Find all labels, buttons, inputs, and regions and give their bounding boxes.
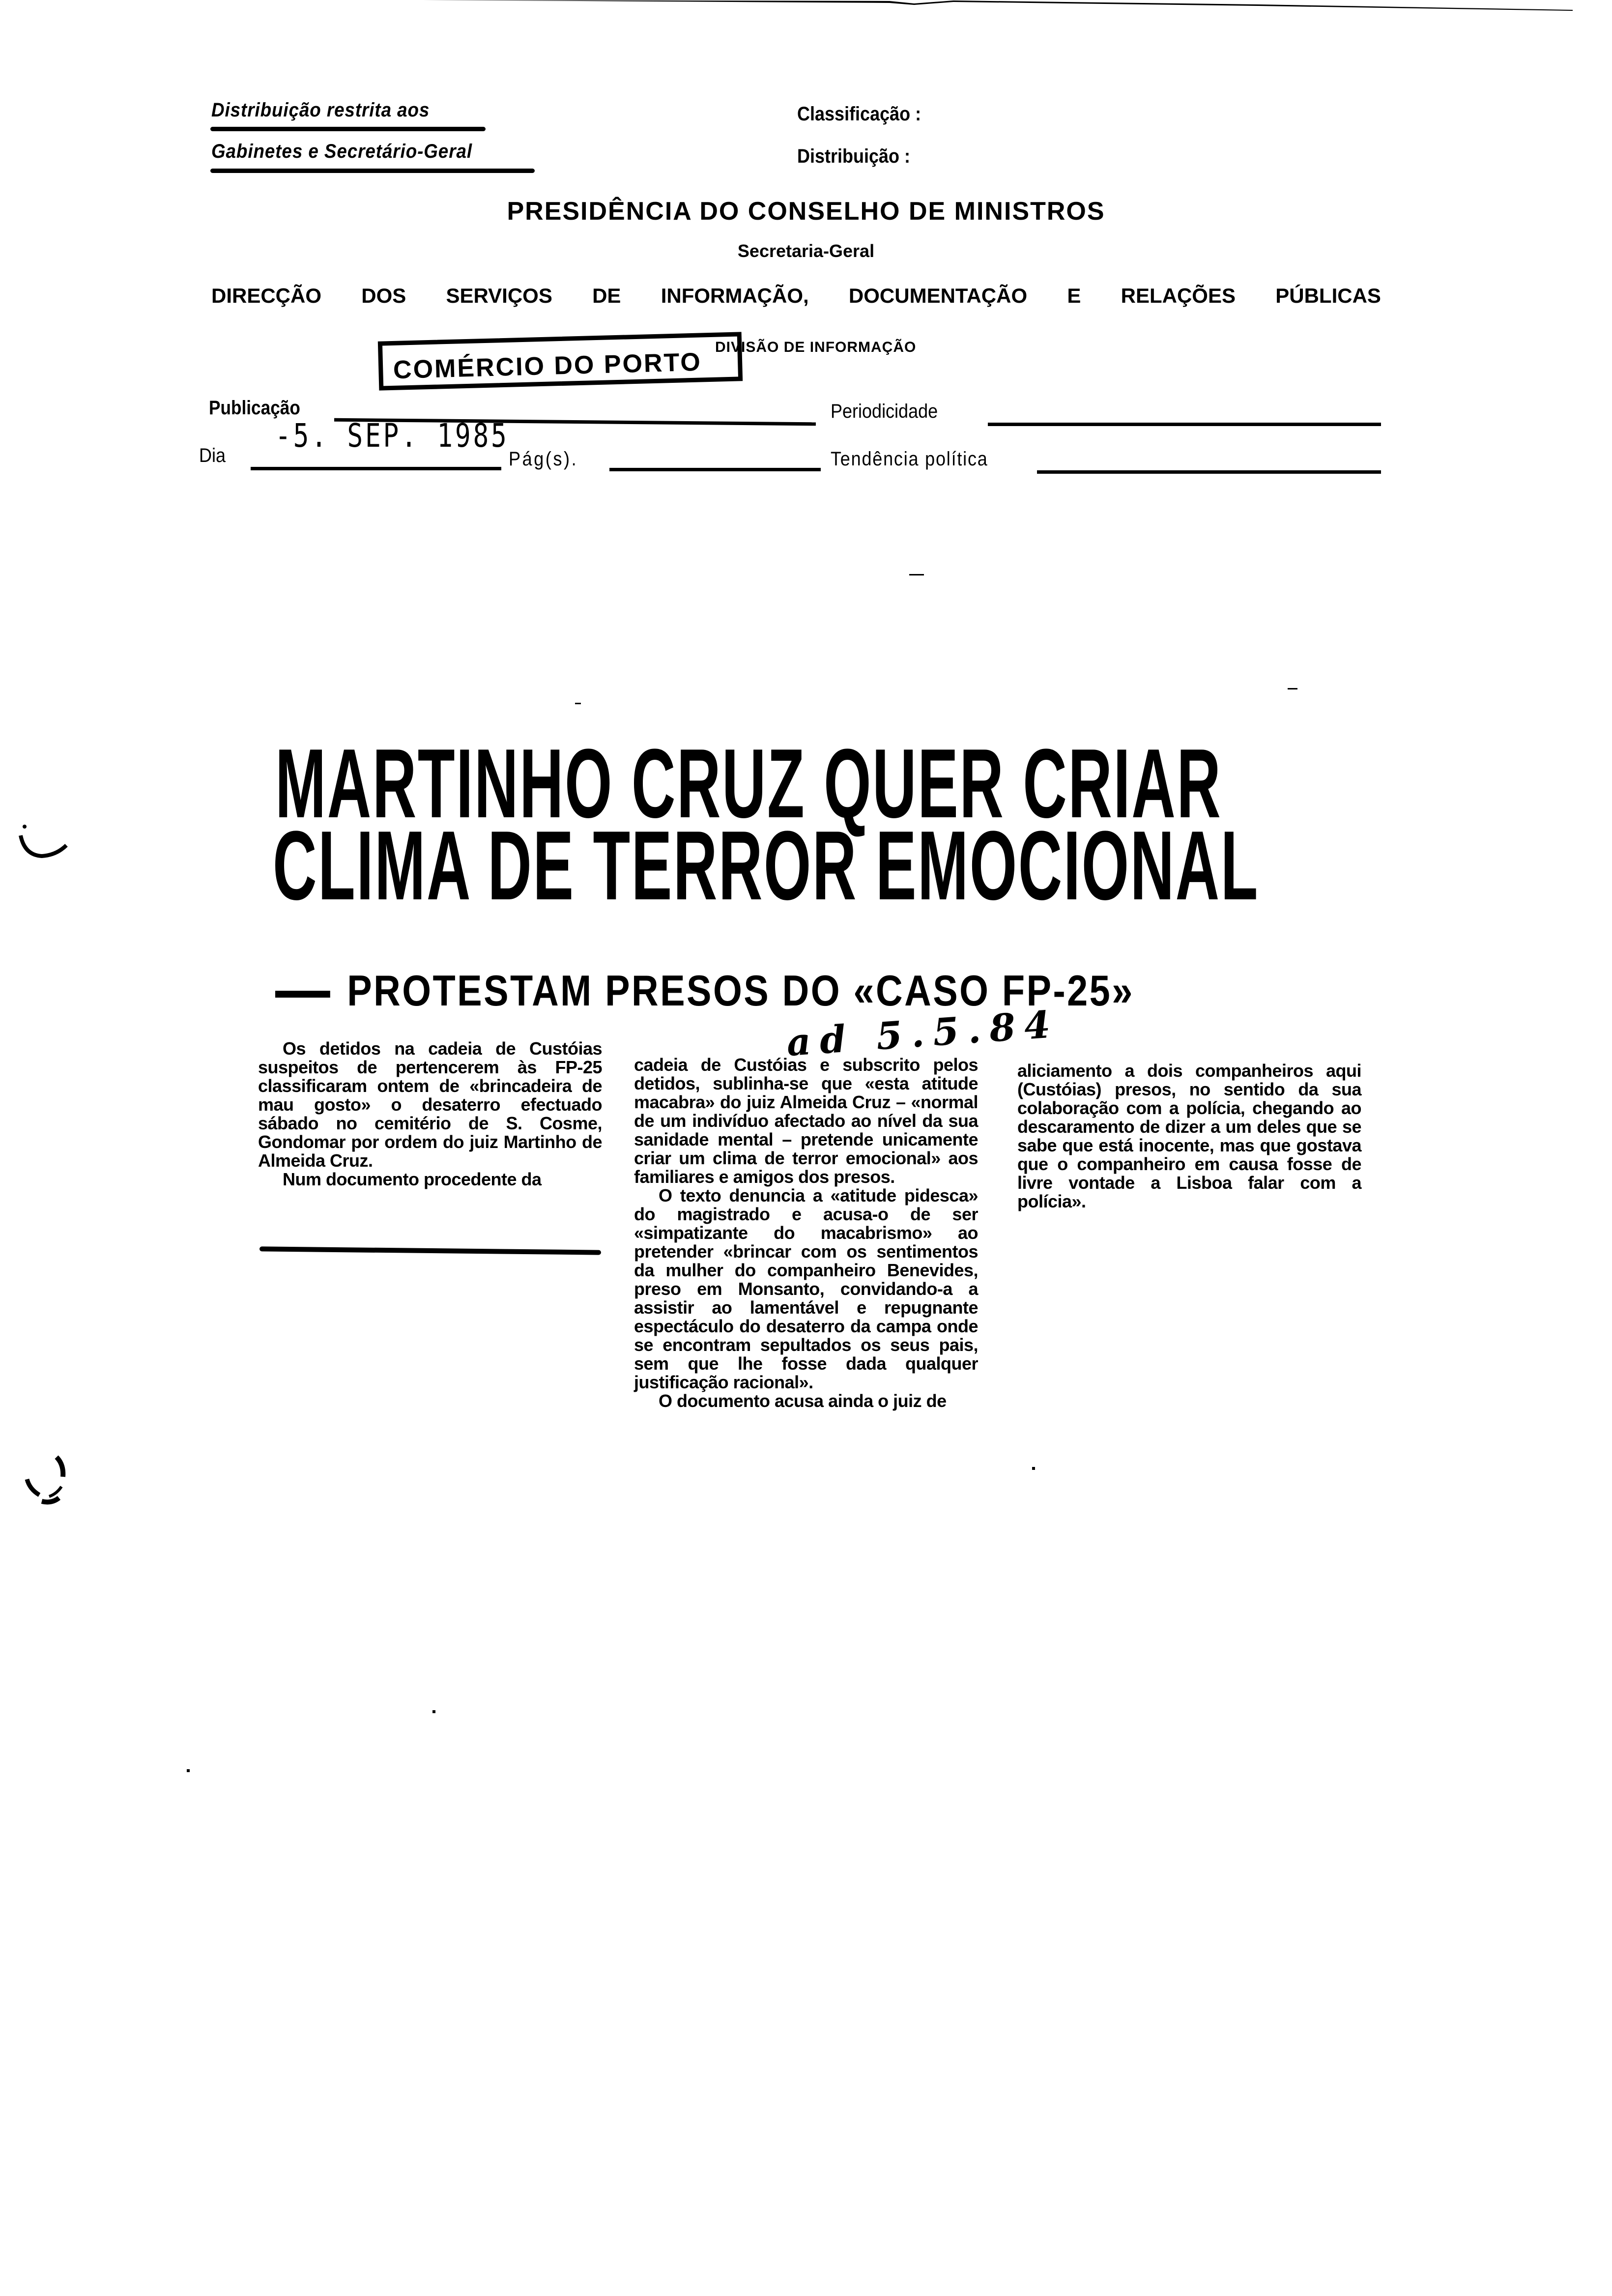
department-word: INFORMAÇÃO,: [661, 284, 809, 307]
scan-edge-mark: [423, 0, 1573, 11]
restriction-line-1: Distribuição restrita aos: [211, 99, 430, 121]
paragraph: aliciamento a dois companheiros aqui (Custóias) presos, no sentido da sua colaboração com a polícia, chegando ao descaramento de dizer a um deles que se sabe que está inocente, mas que gostava que o companheiro em causa fosse de livre vontade a Lisboa falar com a polícia».: [1017, 1061, 1361, 1211]
scan-speck: [575, 703, 581, 704]
subheadline-text: PROTESTAM PRESOS DO «CASO FP-25»: [347, 966, 1134, 1015]
department-word: RELAÇÕES: [1121, 284, 1236, 307]
institution-title: PRESIDÊNCIA DO CONSELHO DE MINISTROS: [507, 197, 1105, 226]
periodicidade-label: Periodicidade: [831, 401, 938, 422]
department-word: PÚBLICAS: [1275, 284, 1381, 307]
publication-stamp: COMÉRCIO DO PORTO: [393, 347, 702, 385]
headline-line-1: MARTINHO CRUZ QUER CRIAR: [275, 729, 1222, 838]
department-word: E: [1067, 284, 1081, 307]
sub-institution: Secretaria-Geral: [737, 241, 875, 261]
handwritten-note: ad 5.5.84: [785, 1002, 1061, 1065]
periodicidade-field-line: [988, 423, 1381, 426]
column-end-rule: [259, 1246, 601, 1255]
department-word: DOCUMENTAÇÃO: [848, 284, 1028, 307]
article-column-2: [634, 1056, 978, 1410]
subheadline-dash: [275, 991, 330, 998]
scan-speck: [432, 1710, 435, 1713]
scan-speck: [909, 574, 924, 575]
department-word: DE: [592, 284, 621, 307]
dia-label: Dia: [199, 445, 226, 466]
paragraph: O texto denuncia a «atitude pidesca» do magistrado e acusa-o de ser «simpatizante do macabrismo» ao pretender «brincar com os sentimentos da mulher do companheiro Benevides, preso em Monsanto, convidando-a a assistir ao lamentável e repugnante espectáculo do desaterro da campa onde se encontram sepultados os seus pais, sem que lhe fosse dada qualquer justificação racional».: [634, 1185, 978, 1392]
scan-speck: [1032, 1467, 1035, 1470]
publicacao-label: Publicação: [209, 397, 300, 419]
scan-speck: [1288, 688, 1297, 689]
paragraph: O documento acusa ainda o juiz de: [659, 1391, 947, 1411]
dia-field-line: [251, 467, 501, 470]
paragraph: Num documento procedente da: [283, 1169, 542, 1189]
department-word: DIRECÇÃO: [211, 284, 322, 307]
restriction-underline-2: [210, 169, 535, 173]
paragraph: Os detidos na cadeia de Custóias suspeitos de pertencerem às FP-25 classificaram ontem de «brincadeira de mau gosto» o desaterro efectuado sábado no cemitério de S. Cosme, Gondomar por ordem do juiz Martinho de Almeida Cruz.: [258, 1038, 602, 1171]
tendencia-field-line: [1037, 470, 1381, 474]
distribuicao-label: Distribuição :: [797, 145, 911, 167]
scan-speck: [187, 1769, 190, 1772]
punch-hole-mark: [15, 821, 74, 880]
department-line: [211, 284, 1381, 308]
division-label: DIVISÃO DE INFORMAÇÃO: [715, 339, 917, 355]
tendencia-label: Tendência política: [831, 448, 988, 470]
department-word: DOS: [361, 284, 406, 307]
punch-hole-mark: [15, 1450, 74, 1509]
restriction-line-2: Gabinetes e Secretário-Geral: [211, 141, 472, 162]
restriction-underline-1: [210, 127, 486, 131]
pags-label: Pág(s).: [509, 448, 578, 470]
article-column-1: [258, 1039, 602, 1189]
paragraph: cadeia de Custóias e subscrito pelos detidos, sublinha-se que «esta atitude macabra» do juiz Almeida Cruz – «normal de um indivíduo afectado ao nível da sua sanidade mental – pretende unicamente criar um clima de terror emocional» aos familiares e amigos dos presos.: [634, 1055, 978, 1187]
article-column-3: [1017, 1062, 1361, 1211]
department-word: SERVIÇOS: [446, 284, 552, 307]
date-stamp: -5. SEP. 1985: [275, 417, 509, 455]
headline-line-2: CLIMA DE TERROR EMOCIONAL: [273, 811, 1259, 920]
pags-field-line: [609, 468, 821, 471]
classificacao-label: Classificação :: [797, 103, 921, 125]
